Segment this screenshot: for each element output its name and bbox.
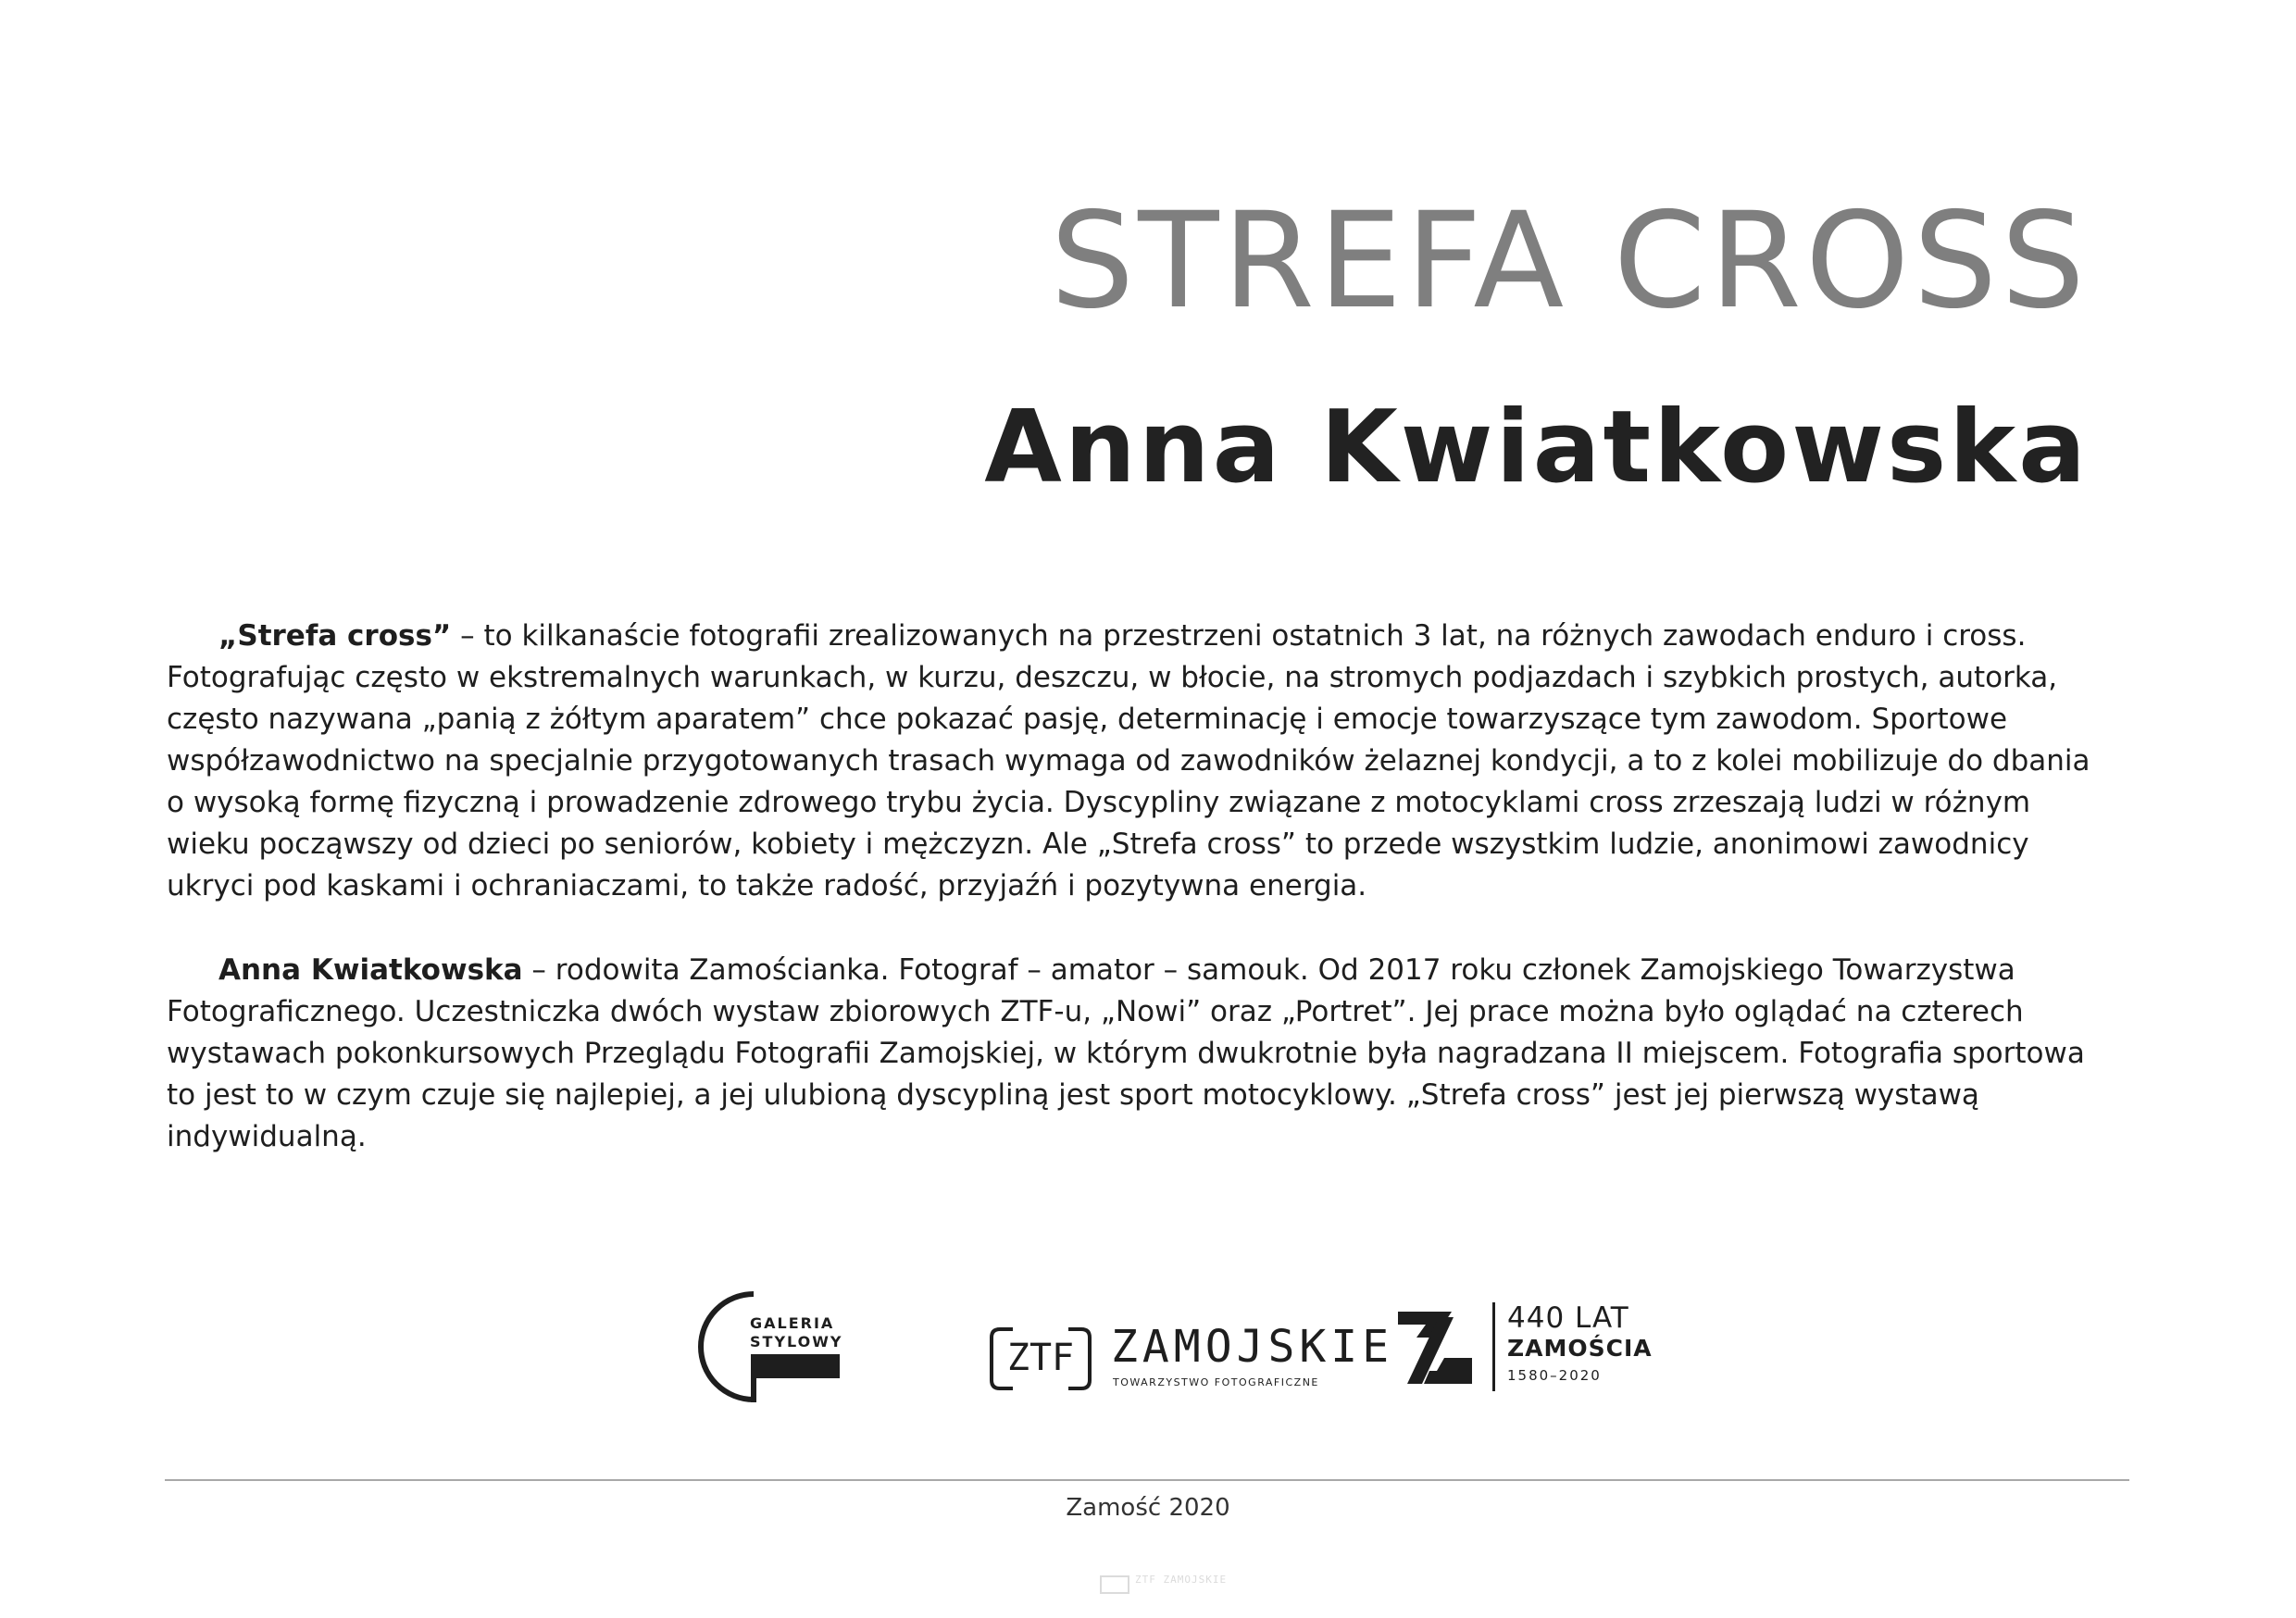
footer-divider xyxy=(165,1479,2129,1481)
galeria-stylowy-logo xyxy=(696,1291,844,1404)
ztf-zamojskie-logo xyxy=(989,1321,1394,1395)
exhibition-title: STREFA CROSS xyxy=(1050,183,2089,338)
description-lead: „Strefa cross” xyxy=(218,619,452,653)
ztf-watermark xyxy=(1100,1574,1228,1596)
anniversary-line2: ZAMOŚCIA xyxy=(1507,1335,1653,1362)
watermark-frame-icon xyxy=(1100,1575,1129,1594)
watermark-letters: ZTF xyxy=(1135,1574,1156,1586)
ztf-logo-subtitle: TOWARZYSTWO FOTOGRAFICZNE xyxy=(1113,1376,1319,1388)
watermark-word: ZAMOJSKIE xyxy=(1163,1574,1228,1586)
ztf-logo-letters: ZTF xyxy=(1006,1337,1075,1379)
anniversary-line1: 440 LAT xyxy=(1507,1301,1629,1335)
exhibition-description xyxy=(167,616,2102,907)
galeria-logo-line1: GALERIA xyxy=(750,1314,835,1332)
z-monogram-icon xyxy=(1398,1312,1472,1384)
bio-text: – rodowita Zamościanka. Fotograf – amator – samouk. Od 2017 roku członek Zamojskiego Towarzystwa Fotograficznego. Uczestniczka dwóch wystaw zbiorowych ZTF-u, „Nowi” oraz „Portret”. Jej prace można było oglądać na czterech wystawach pokonkursowych Przeglądu Fotografii Zamojskiej, w którym dwukrotnie była nagradzana II miejscem. Fotografia sportowa to jest to w czym czuje się najlepiej, a jej ulubioną dyscypliną jest sport motocyklowy. „Strefa cross” jest jej pierwszą wystawą indywidualną. xyxy=(167,953,2085,1153)
ztf-logo-word: ZAMOJSKIE xyxy=(1111,1321,1394,1373)
anniversary-divider xyxy=(1492,1302,1495,1391)
author-name: Anna Kwiatkowska xyxy=(984,390,2089,505)
description-text: – to kilkanaście fotografii zrealizowanych na przestrzeni ostatnich 3 lat, na różnych zawodach enduro i cross. Fotografując często w ekstremalnych warunkach, w kurzu, deszczu, w błocie, na stromych podjazdach i szybkich prostych, autorka, często nazywana „panią z żółtym aparatem” chce pokazać pasję, determinację i emocje towarzyszące tym zawodom. Sportowe współzawodnictwo na specjalnie przygotowanych trasach wymaga od zawodników żelaznej kondycji, a to z kolei mobilizuje do dbania o wysoką formę fizyczną i prowadzenie zdrowego trybu życia. Dyscypliny związane z motocyklami cross zrzeszają ludzi w różnym wieku począwszy od dzieci po seniorów, kobiety i mężczyzn. Ale „Strefa cross” to przede wszystkim ludzie, anonimowi zawodnicy ukryci pod kaskami i ochraniaczami, to także radość, przyjaźń i pozytywna energia. xyxy=(167,619,2090,902)
galeria-logo-line2: STYLOWY xyxy=(750,1333,843,1350)
bio-lead: Anna Kwiatkowska xyxy=(218,953,523,987)
footer-place-date: Zamość 2020 xyxy=(1066,1494,1230,1522)
author-bio xyxy=(167,950,2102,1158)
sponsor-logos xyxy=(0,1291,2296,1421)
watermark-text xyxy=(1135,1574,1227,1586)
anniversary-years: 1580–2020 xyxy=(1507,1367,1602,1384)
440-lat-zamoscia-logo xyxy=(1398,1301,1653,1391)
